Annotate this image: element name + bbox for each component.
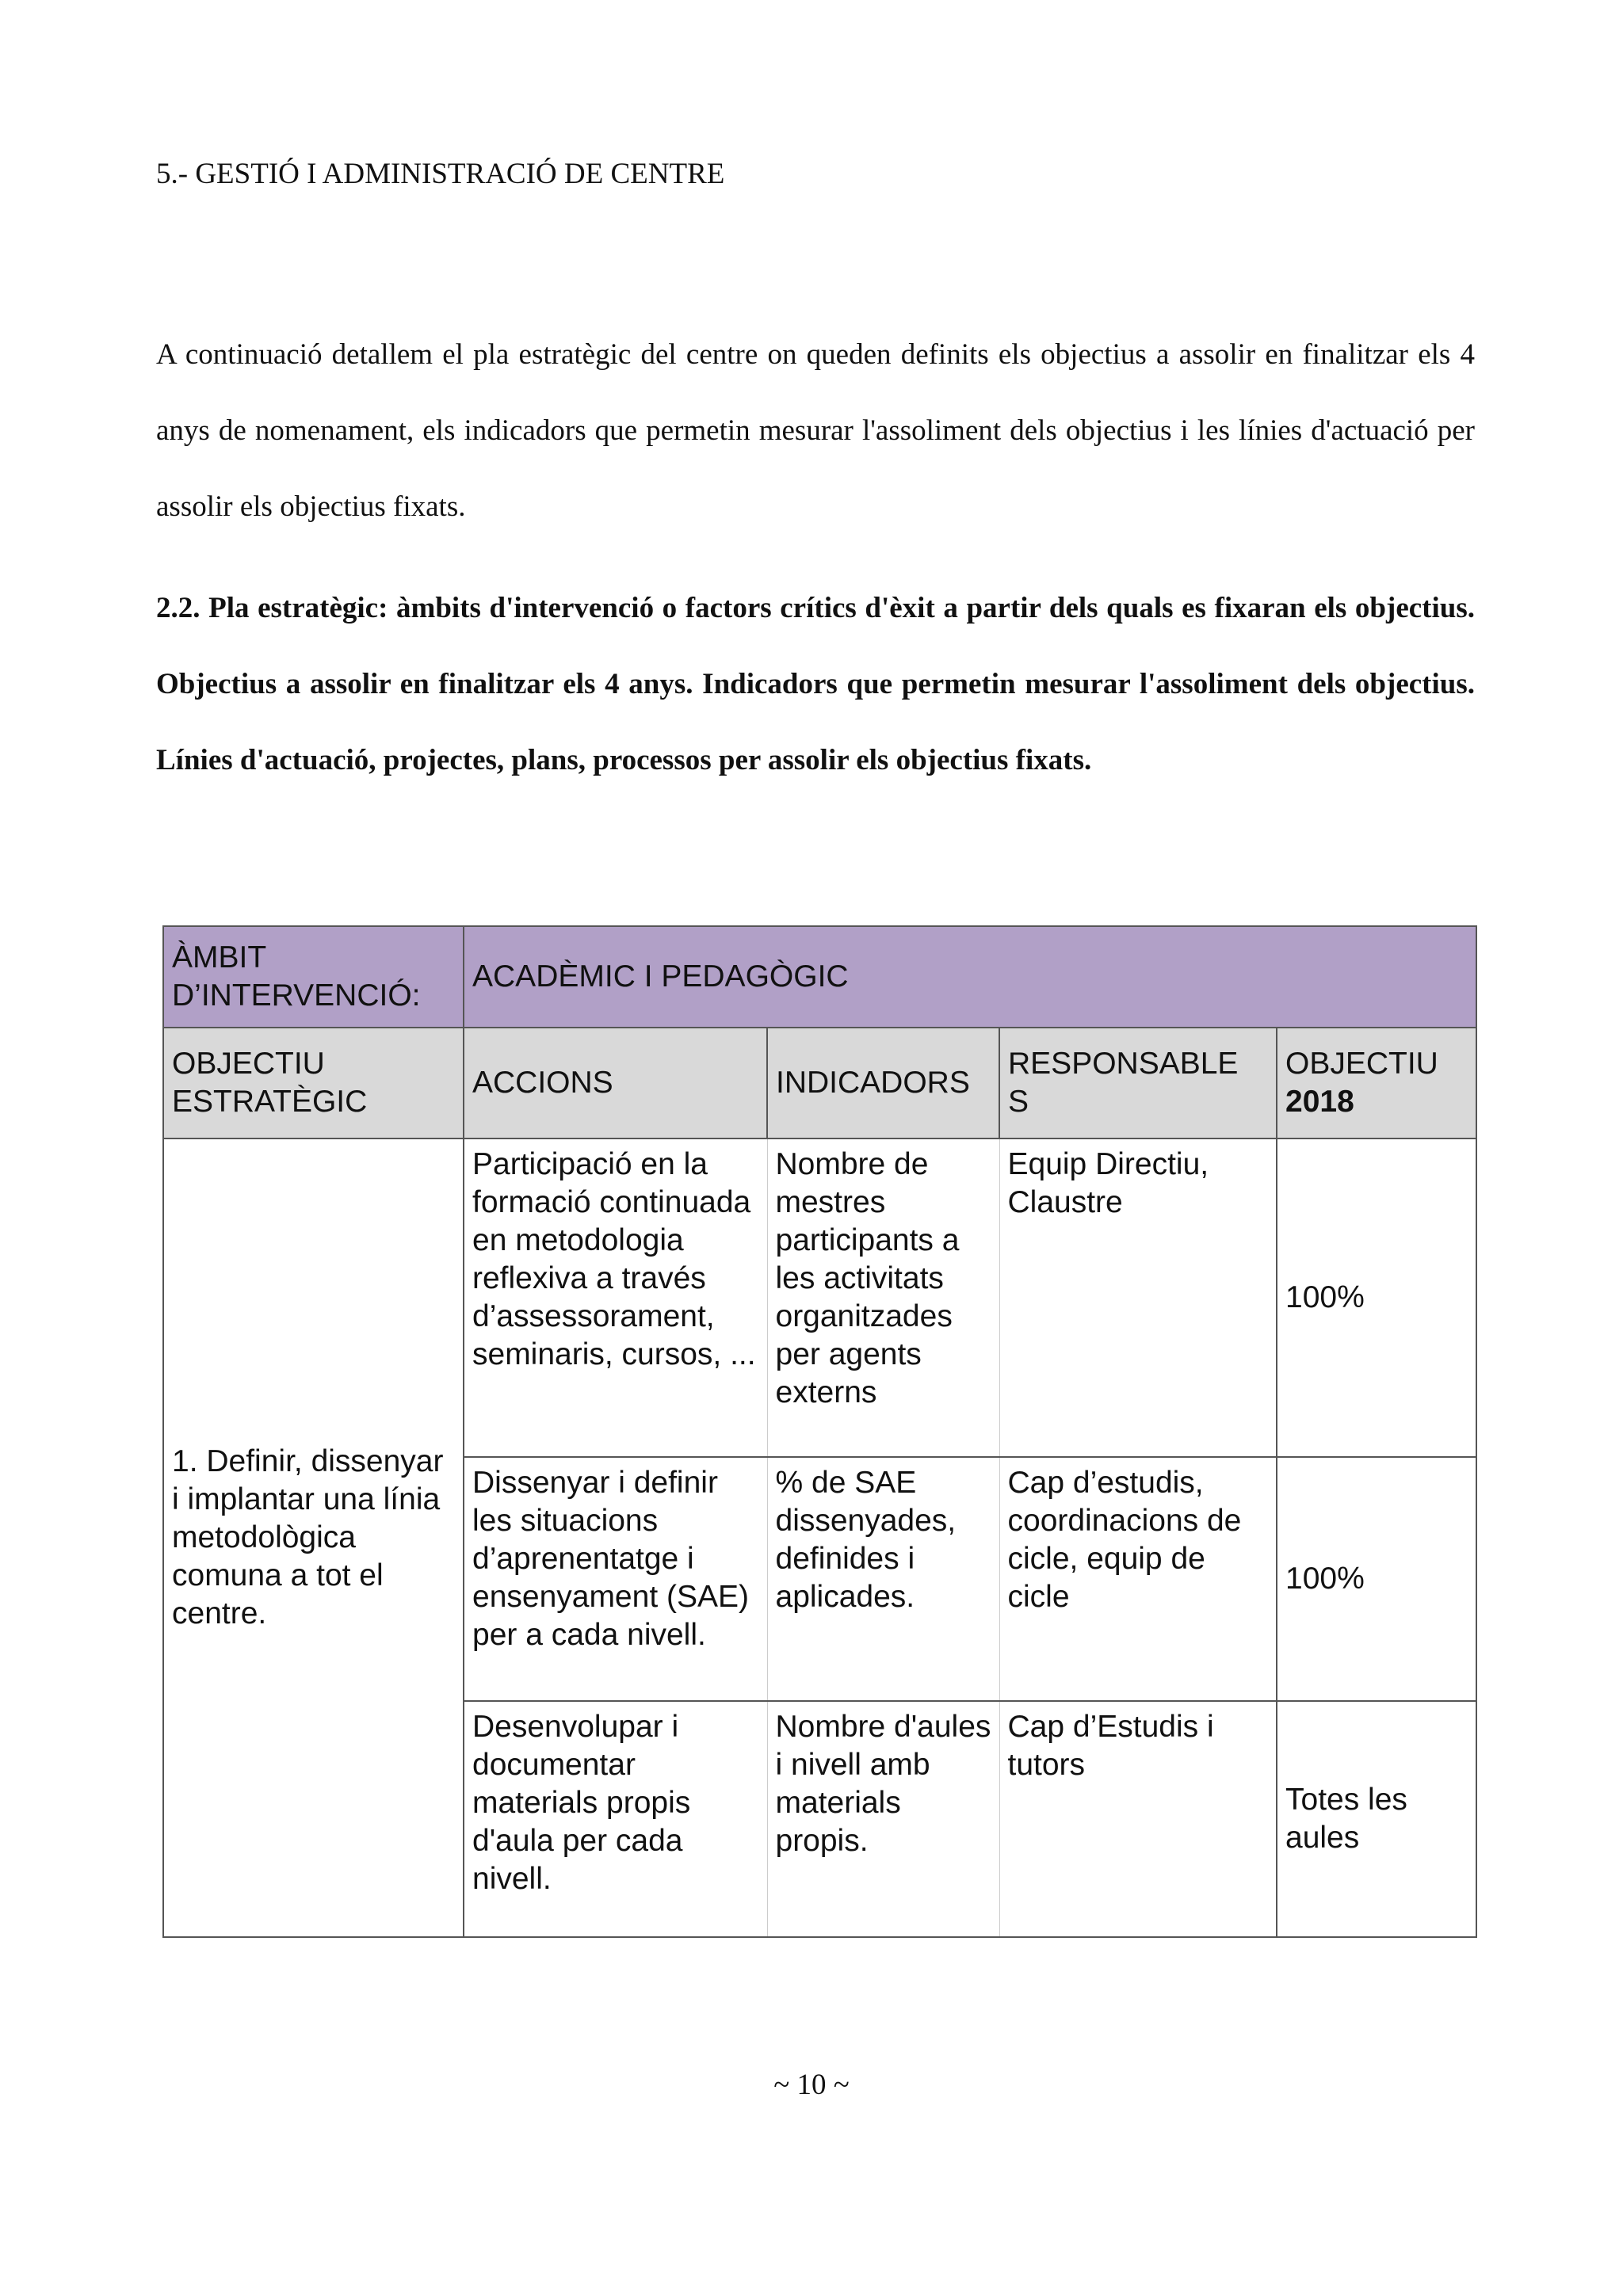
header-indicadors: INDICADORS: [767, 1028, 999, 1138]
objectiu-cell: 100%: [1277, 1457, 1476, 1701]
page-number: ~ 10 ~: [773, 2069, 850, 2101]
table-row: [163, 1138, 1476, 1457]
indicadors-cell: Nombre d'aules i nivell amb materials propis.: [767, 1701, 999, 1937]
header-objectiu-year: 2018: [1285, 1085, 1354, 1119]
indicadors-cell: Nombre de mestres participants a les activitats organitzades per agents externs: [767, 1138, 999, 1457]
accions-cell: Participació en la formació continuada en metodologia reflexiva a través d’assessorament, seminaris, cursos, ...: [464, 1138, 767, 1457]
header-objectiu-estrategic: [163, 1028, 464, 1138]
ambit-value-cell: ACADÈMIC I PEDAGÒGIC: [464, 926, 1476, 1028]
accions-cell: Dissenyar i definir les situacions d’aprenentatge i ensenyament (SAE) per a cada nivell.: [464, 1457, 767, 1701]
intro-paragraph: A continuació detallem el pla estratègic del centre on queden definits els objectius a assolir en finalitzar els 4 anys de nomenament, els indicadors que permetin mesurar l'assoliment dels objectius i les línies d'actuació per assolir els objectius fixats.: [156, 338, 1475, 523]
header-row: [163, 1028, 1476, 1138]
responsables-cell: Equip Directiu, Claustre: [999, 1138, 1277, 1457]
objectiu-cell: 100%: [1277, 1138, 1476, 1457]
objectiu-cell: Totes les aules: [1277, 1701, 1476, 1937]
header-responsables-line2: S: [1008, 1085, 1029, 1119]
header-objectiu-estrategic-line1: OBJECTIU: [172, 1047, 325, 1081]
objectiu-estrategic-cell: 1. Definir, dissenyar i implantar una línia metodològica comuna a tot el centre.: [163, 1138, 464, 1937]
ambit-label-cell: [163, 926, 464, 1028]
header-objectiu-estrategic-line2: ESTRATÈGIC: [172, 1085, 368, 1119]
header-responsables-line1: RESPONSABLE: [1008, 1047, 1239, 1081]
subheading-paragraph: 2.2. Pla estratègic: àmbits d'intervenció o factors crítics d'èxit a partir dels quals es fixaran els objectius. Objectius a assolir en finalitzar els 4 anys. Indicadors que permetin mesurar l'assoliment dels objectius. Línies d'actuació, projectes, plans, processos per assolir els objectius fixats.: [156, 592, 1475, 776]
header-accions: ACCIONS: [464, 1028, 767, 1138]
responsables-cell: Cap d’Estudis i tutors: [999, 1701, 1277, 1937]
indicadors-cell: % de SAE dissenyades, definides i aplicades.: [767, 1457, 999, 1701]
ambit-label-line1: ÀMBIT: [172, 940, 267, 974]
ambit-row: [163, 926, 1476, 1028]
header-objectiu-line1: OBJECTIU: [1285, 1047, 1438, 1081]
responsables-cell: Cap d’estudis, coordinacions de cicle, equip de cicle: [999, 1457, 1277, 1701]
header-objectiu: [1277, 1028, 1476, 1138]
accions-cell: Desenvolupar i documentar materials propis d'aula per cada nivell.: [464, 1701, 767, 1937]
section-heading: 5.- GESTIÓ I ADMINISTRACIÓ DE CENTRE: [156, 158, 725, 190]
ambit-label-line2: D’INTERVENCIÓ:: [172, 978, 421, 1013]
strategic-plan-table: [162, 925, 1477, 1938]
header-responsables: [999, 1028, 1277, 1138]
